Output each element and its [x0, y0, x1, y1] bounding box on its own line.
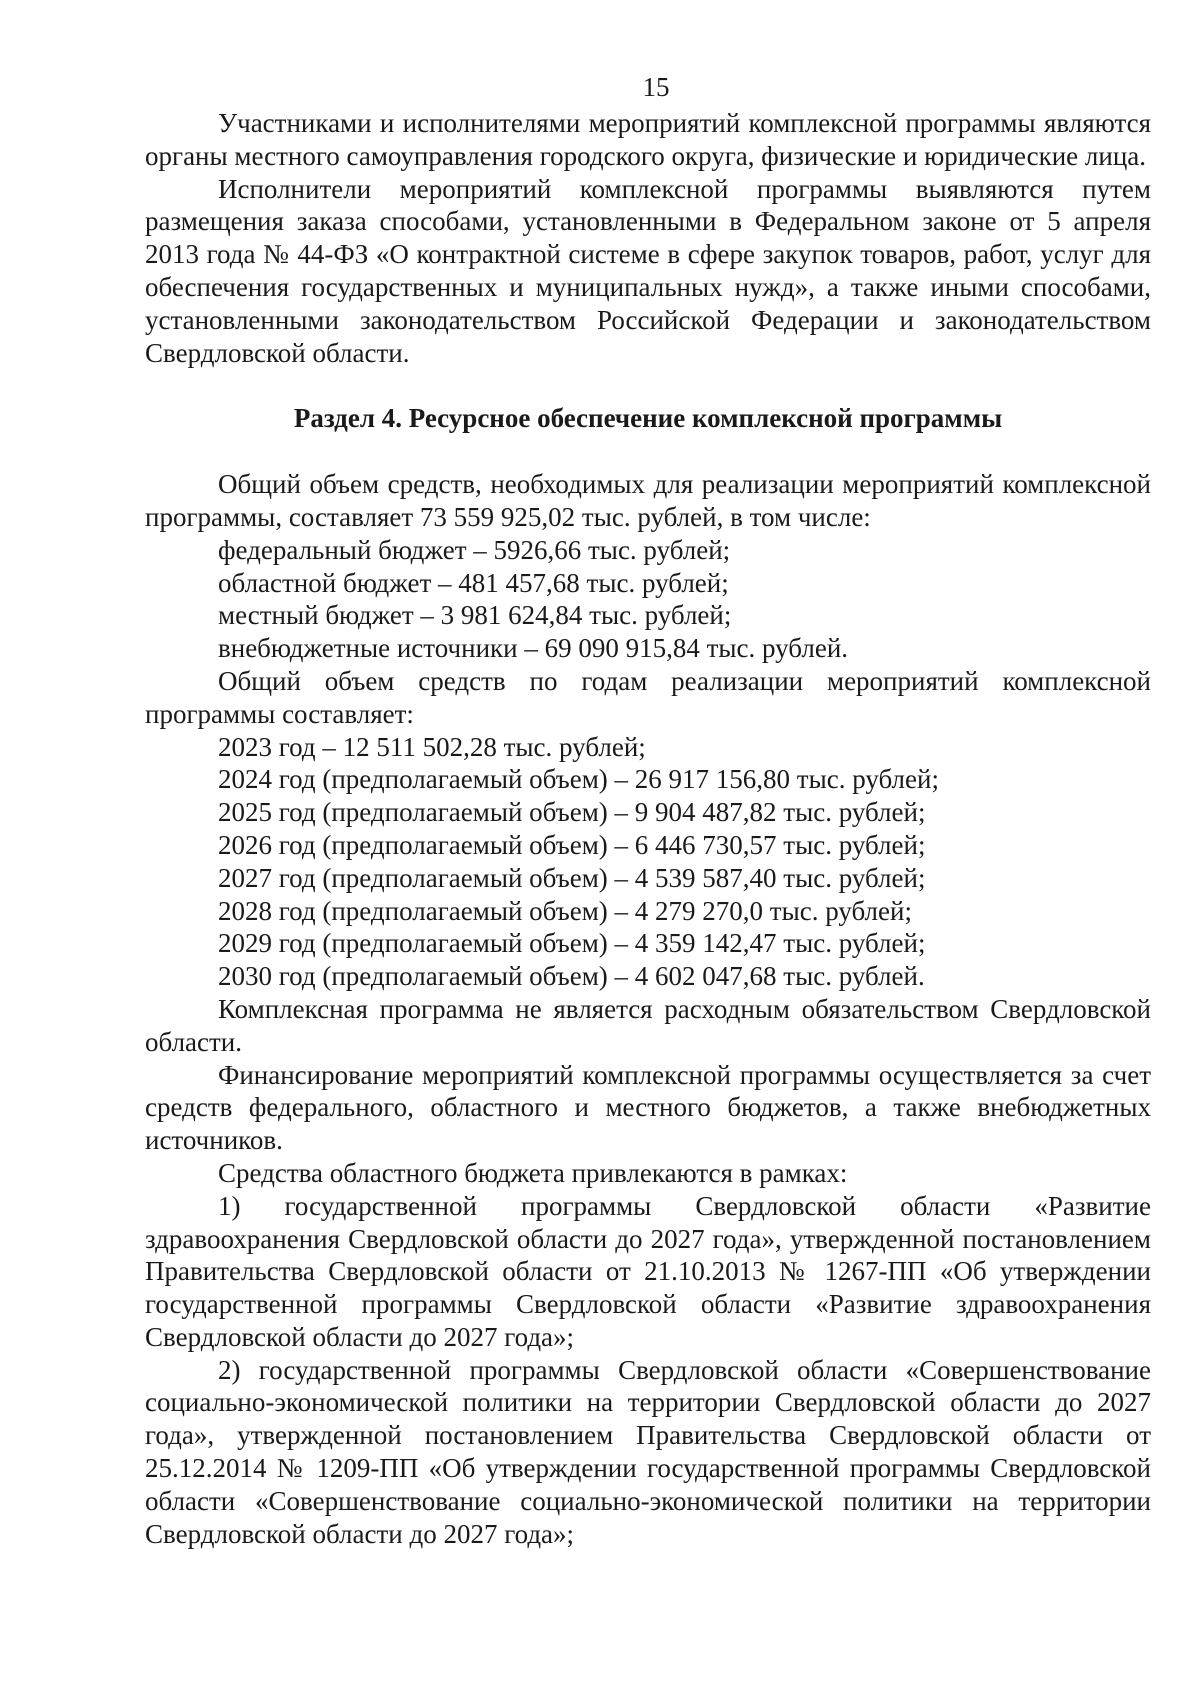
- year-item-2023: 2023 год – 12 511 502,28 тыс. рублей;: [218, 731, 646, 762]
- paragraph-financing-sources: Финансирование мероприятий комплексной программы осуществляется за счет средств федерального, областного и местного бюджетов, а также внебюджетных источников.: [145, 1059, 1151, 1156]
- funding-source-local: местный бюджет – 3 981 624,84 тыс. рублей;: [218, 600, 732, 631]
- section-heading: Раздел 4. Ресурсное обеспечение комплексной программы: [293, 403, 1003, 434]
- funding-source-regional: областной бюджет – 481 457,68 тыс. рублей;: [218, 567, 729, 598]
- list-item-program-2: 2) государственной программы Свердловской области «Совершенствование социально-экономической политики на территории Свердловской области до 2027 года», утвержденной постановлением Правительства Свердловской области от 25.12.2014 № 1209-ПП «Об утверждении государственной программы Свердловской области «Совершенствование социально-экономической политики на территории Свердловской области до 2027 года»;: [145, 1354, 1151, 1549]
- paragraph-not-obligation: Комплексная программа не является расходным обязательством Свердловской области.: [145, 993, 1151, 1057]
- paragraph-regional-budget: Средства областного бюджета привлекаются в рамках:: [218, 1157, 848, 1188]
- funding-source-extrabudgetary: внебюджетные источники – 69 090 915,84 тыс. рублей.: [218, 633, 849, 664]
- year-item-2028: 2028 год (предполагаемый объем) – 4 279 270,0 тыс. рублей;: [218, 895, 912, 926]
- document-page: [145, 70, 1151, 1550]
- year-item-2026: 2026 год (предполагаемый объем) – 6 446 730,57 тыс. рублей;: [218, 829, 926, 860]
- paragraph-participants: Участниками и исполнителями мероприятий комплексной программы являются органы местного самоуправления городского округа, физические и юридические лица.: [145, 108, 1151, 171]
- paragraph-total-funding: Общий объем средств, необходимых для реализации мероприятий комплексной программы, составляет 73 559 925,02 тыс. рублей, в том числе:: [145, 469, 1151, 532]
- page-number: 15: [642, 72, 670, 102]
- year-item-2025: 2025 год (предполагаемый объем) – 9 904 487,82 тыс. рублей;: [218, 797, 926, 828]
- funding-source-federal: федеральный бюджет – 5926,66 тыс. рублей;: [218, 534, 731, 565]
- list-item-program-1: 1) государственной программы Свердловской области «Развитие здравоохранения Свердловской области до 2027 года», утвержденной постановлением Правительства Свердловской области от 21.10.2013 № 1267-ПП «Об утверждении государственной программы Свердловской области «Развитие здравоохранения Свердловской области до 2027 года»;: [145, 1190, 1151, 1352]
- year-item-2027: 2027 год (предполагаемый объем) – 4 539 587,40 тыс. рублей;: [218, 862, 926, 893]
- year-item-2029: 2029 год (предполагаемый объем) – 4 359 142,47 тыс. рублей;: [218, 928, 926, 959]
- year-item-2030: 2030 год (предполагаемый объем) – 4 602 047,68 тыс. рублей.: [218, 961, 925, 992]
- paragraph-by-year-intro: Общий объем средств по годам реализации мероприятий комплексной программы составляет:: [145, 665, 1151, 729]
- year-item-2024: 2024 год (предполагаемый объем) – 26 917 156,80 тыс. рублей;: [218, 764, 939, 795]
- paragraph-executors: Исполнители мероприятий комплексной программы выявляются путем размещения заказа способами, установленными в Федеральном законе от 5 апреля 2013 года № 44-ФЗ «О контрактной системе в сфере закупок товаров, работ, услуг для обеспечения государственных и муниципальных нужд», а также иными способами, установленными законодательством Российской Федерации и законодательством Свердловской области.: [145, 173, 1151, 368]
